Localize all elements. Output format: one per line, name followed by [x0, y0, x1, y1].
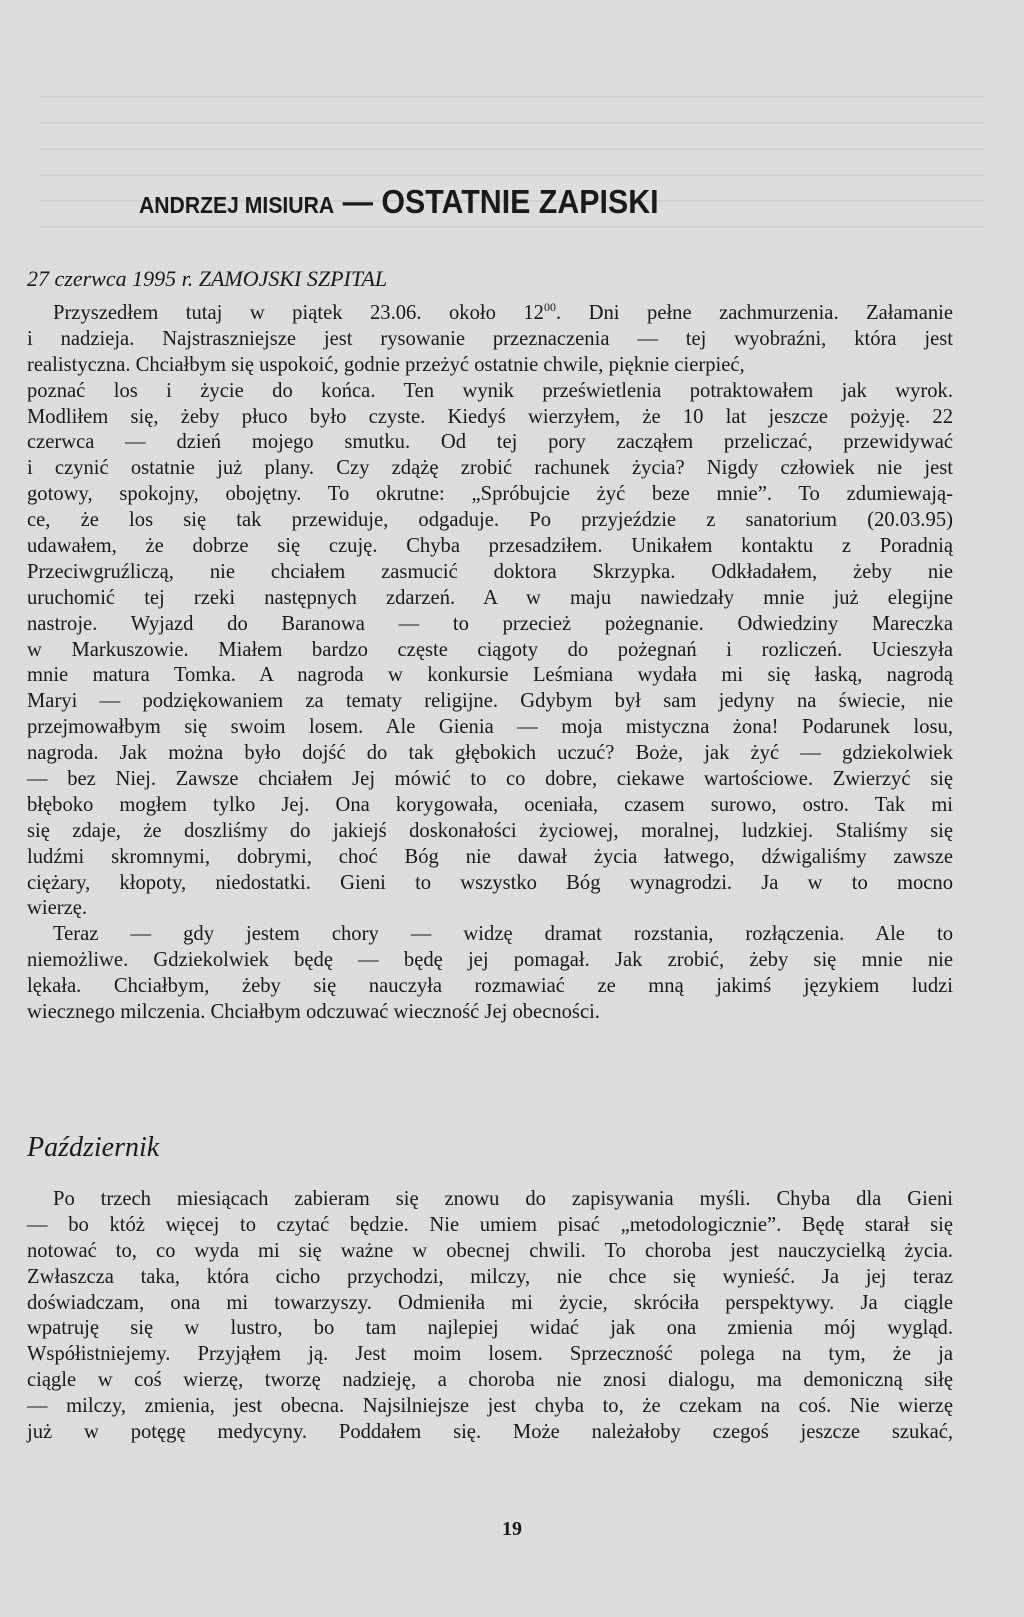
text-line: w Markuszowie. Miałem bardzo częste ciągoty do pożegnań i rozliczeń. Ucieszyła	[27, 638, 953, 661]
text-line: czerwca — dzień mojego smutku. Od tej pory zacząłem przeliczać, przewidywać	[27, 431, 953, 454]
text-line: notować to, co wyda mi się ważne w obecnej chwili. To choroba jest nauczycielką życia.	[27, 1239, 953, 1262]
text-line: Po trzech miesiącach zabieram się znowu do zapisywania myśli. Chyba dla Gieni	[53, 1188, 953, 1210]
text-line: Zwłaszcza taka, która cicho przychodzi, milczy, nie chce się wynieść. Ja jej teraz	[27, 1265, 953, 1288]
article-title	[139, 183, 857, 221]
text-line: realistyczna. Chciałbym się uspokoić, godnie przeżyć ostatnie chwile, pięknie cierpieć,	[27, 353, 745, 376]
text-line: doświadczam, ona mi towarzyszy. Odmieniła mi życie, skróciła perspektywy. Ja ciągle	[27, 1291, 953, 1314]
text-line: — bo któż więcej to czytać będzie. Nie umiem pisać „metodologicznie”. Będę starał się	[27, 1213, 953, 1236]
text-line: Przyszedłem tutaj w piątek 23.06. około $12^{00}$. Dni pełne zachmurzenia. Załamanie	[53, 300, 953, 324]
text-line: błęboko mogłem tylko Jej. Ona korygowała, oceniała, czasem surowo, ostro. Tak mi	[27, 793, 953, 816]
text-line: i czynić ostatnie już plany. Czy zdążę zrobić rachunek życia? Nigdy człowiek nie jest	[27, 457, 953, 480]
text-line: ludźmi skromnymi, dobrymi, choć Bóg nie dawał życia łatwego, dźwigaliśmy zawsze	[27, 845, 953, 868]
text-line: wierzę.	[27, 897, 88, 920]
text-line: niemożliwe. Gdziekolwiek będę — będę jej pomagał. Jak zrobić, żeby się mnie nie	[27, 949, 953, 972]
author-name: ANDRZEJ MISIURA	[139, 192, 335, 218]
text-line: ce, że los się tak przewiduje, odgaduje. Po przyjeździe z sanatorium (20.03.95)	[27, 509, 953, 532]
text-line: — milczy, zmienia, jest obecna. Najsilniejsze jest chyba to, że czekam na coś. Nie wierzę	[27, 1395, 953, 1418]
text-line: wpatruję się w lustro, bo tam najlepiej widać jak ona zmienia mój wygląd.	[27, 1317, 953, 1340]
dateline: 27 czerwca 1995 r. ZAMOJSKI SZPITAL	[27, 266, 388, 291]
text-line: gotowy, spokojny, obojętny. To okrutne: „Spróbujcie żyć beze mnie”. To zdumiewają-	[27, 483, 953, 506]
section-body	[27, 1187, 953, 1446]
bleed-through-line	[40, 96, 984, 98]
text-line: nagroda. Jak można było dojść do tak głębokich uczuć? Boże, jak żyć — gdziekolwiek	[27, 742, 953, 765]
text-line: Maryi — podziękowaniem za tematy religijne. Gdybym był sam jedyny na świecie, nie	[27, 690, 953, 713]
bleed-through-line	[40, 174, 984, 176]
text-line: udawałem, że dobrze się czuję. Chyba przesadziłem. Unikałem kontaktu z Poradnią	[27, 535, 953, 558]
text-line: lękała. Chciałbym, żeby się nauczyła rozmawiać ze mną jakimś językiem ludzi	[27, 975, 953, 998]
text-line: uruchomić tej rzeki następnych zdarzeń. A w maju nawiedzały mnie już elegijne	[27, 586, 953, 609]
title-text: OSTATNIE ZAPISKI	[381, 183, 659, 220]
text-line: mnie matura Tomka. A nagroda w konkursie Leśmiana wydała mi się łaską, nagrodą	[27, 664, 953, 687]
text-line: nastroje. Wyjazd do Baranowa — to przecież pożegnanie. Odwiedziny Mareczka	[27, 612, 953, 635]
bleed-through-line	[40, 226, 984, 228]
bleed-through-line	[40, 122, 984, 124]
text-line: ciągle w coś wierzę, tworzę nadzieję, a choroba nie znosi dialogu, ma demoniczną siłę	[27, 1369, 953, 1392]
bleed-through-line	[40, 148, 984, 150]
entry-body	[27, 301, 953, 1026]
text-line: ciężary, kłopoty, niedostatki. Gieni to wszystko Bóg wynagrodzi. Ja w to mocno	[27, 871, 953, 894]
section-heading: Październik	[27, 1132, 160, 1163]
text-line: Współistniejemy. Przyjąłem ją. Jest moim losem. Sprzeczność polega na tym, że ja	[27, 1343, 953, 1366]
title-dash: —	[342, 183, 373, 220]
page-number: 19	[502, 1518, 522, 1540]
text-line: wiecznego milczenia. Chciałbym odczuwać wieczność Jej obecności.	[27, 1001, 600, 1024]
text-line: już w potęgę medycyny. Poddałem się. Może należałoby czegoś jeszcze szukać,	[27, 1421, 953, 1444]
time-superscript: 00	[543, 300, 556, 315]
text-line: i nadzieja. Najstraszniejsze jest rysowanie przeznaczenia — tej wyobraźni, która jest	[27, 327, 953, 350]
text-line: Modliłem się, żeby płuco było czyste. Kiedyś wierzyłem, że 10 lat jeszcze pożyję. 22	[27, 405, 953, 428]
text-line: Teraz — gdy jestem chory — widzę dramat rozstania, rozłączenia. Ale to	[53, 923, 953, 946]
text-line: przejmowałbym się swoim losem. Ale Gienia — moja mistyczna żona! Podarunek losu,	[27, 716, 953, 739]
text-line: się zdaje, że doszliśmy do jakiejś doskonałości życiowej, moralnej, ludzkiej. Staliśmy się	[27, 819, 953, 842]
text-line: — bez Niej. Zawsze chciałem Jej mówić to co dobre, ciekawe wartościowe. Zwierzyć się	[27, 768, 953, 791]
text-line: poznać los i życie do końca. Ten wynik prześwietlenia potraktowałem jak wyrok.	[27, 379, 953, 402]
text-line: Przeciwgruźliczą, nie chciałem zasmucić doktora Skrzypka. Odkładałem, żeby nie	[27, 560, 953, 583]
